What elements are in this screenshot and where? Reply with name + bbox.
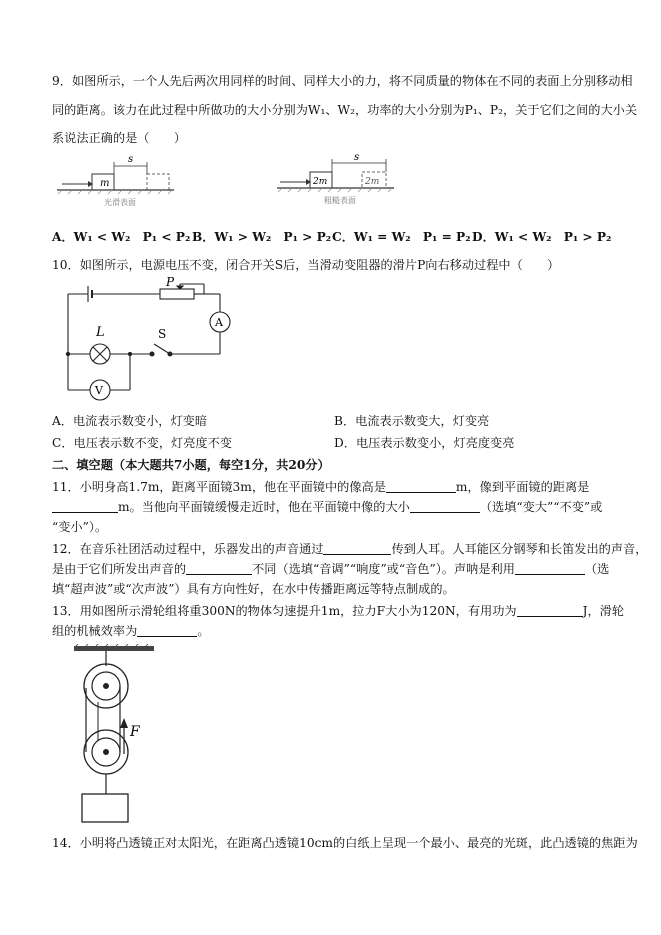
q9-caption-rough: 粗糙表面: [324, 196, 356, 205]
q13-blank-2[interactable]: [137, 623, 197, 637]
q12-text-d: 不同（选填“音调”“响度”或“音色”）。声呐是利用: [252, 562, 515, 576]
q9-block-m: m: [100, 178, 110, 189]
q9-option-a[interactable]: A．W₁ < W₂ P₁ < P₂: [52, 230, 191, 244]
q12-text-b: 传到人耳。人耳能区分钢琴和长笛发出的声音，: [391, 542, 648, 556]
q11-line2: [52, 498, 612, 516]
q12-blank-3[interactable]: [515, 561, 585, 575]
q9-option-d[interactable]: D．W₁ < W₂ P₁ > P₂: [472, 230, 612, 244]
q14-line1: 14．小明将凸透镜正对太阳光，在距离凸透镜10cm的白纸上呈现一个最小、最亮的光斑，此凸透镜的焦距为: [52, 836, 638, 850]
q12-blank-2[interactable]: [186, 561, 252, 575]
q9-block-2m-dashed: 2m: [365, 177, 380, 187]
switch-label: S: [158, 327, 167, 341]
q12-line2: [52, 560, 612, 578]
q13-text-d: 。: [197, 624, 210, 638]
ammeter-label: A: [215, 316, 223, 329]
section-title: 二、填空题（本大题共7小题，每空1分，共20分）: [52, 458, 330, 472]
q12-line1: [52, 540, 648, 558]
q12-text-e: （选: [584, 562, 610, 576]
q9-line1: 9．如图所示，一个人先后两次用同样的时间、同样大小的力，将不同质量的物体在不同的表面上分别移动相: [52, 74, 633, 88]
q9-figure: [52, 150, 612, 212]
q12-text-c: 是由于它们所发出声音的: [52, 562, 187, 576]
q9-figure-rough: [277, 152, 394, 205]
q13-text-c: 组的机械效率为: [52, 624, 138, 638]
q11-blank-2[interactable]: [52, 499, 118, 513]
q11-blank-3[interactable]: [410, 499, 480, 513]
q9-dist-left: s: [128, 154, 134, 165]
q9-caption-smooth: 光滑表面: [104, 198, 136, 207]
q10-option-d[interactable]: D．电压表示数变小，灯亮度变亮: [334, 436, 515, 450]
q11-text-a: 11．小明身高1.7m，距离平面镜3m，他在平面镜中的像高是: [52, 480, 386, 494]
q10-option-b[interactable]: B．电流表示数变大，灯变亮: [334, 414, 490, 428]
q10-circuit: [52, 276, 252, 406]
q10-option-c[interactable]: C．电压表示数不变，灯亮度不变: [52, 436, 232, 450]
voltmeter-label: V: [95, 384, 103, 397]
q11-text-d: （选填“变大”“不变”或: [479, 500, 603, 514]
q11-blank-1[interactable]: [386, 479, 456, 493]
q9-block-2m: 2m: [313, 177, 328, 187]
q12-text-f: 填“超声波”或“次声波”）具有方向性好，在水中传播距离远等特点制成的。: [52, 582, 455, 596]
q10-stem: 10．如图所示，电源电压不变，闭合开关S后，当滑动变阻器的滑片P向右移动过程中（ ）: [52, 258, 560, 272]
q12-blank-1[interactable]: [323, 541, 391, 555]
q10-option-a[interactable]: A．电流表示数变小，灯变暗: [52, 414, 208, 428]
q11-line1: [52, 478, 612, 496]
q12-text-a: 12．在音乐社团活动过程中，乐器发出的声音通过: [52, 542, 324, 556]
q13-line1: [52, 602, 625, 620]
q11-text-b: m，像到平面镜的距离是: [455, 480, 590, 494]
q9-line3: 系说法正确的是（ ）: [52, 131, 187, 145]
q9-line2: 同的距离。该力在此过程中所做功的大小分别为W₁、W₂，功率的大小分别为P₁、P₂，关于它们之间的大小关: [52, 103, 638, 117]
q13-text-a: 13．用如图所示滑轮组将重300N的物体匀速提升1m，拉力F大小为120N，有用功为: [52, 604, 517, 618]
q9-option-b[interactable]: B．W₁ > W₂ P₁ > P₂: [192, 230, 332, 244]
q11-text-c: m。当他向平面镜缓慢走近时，他在平面镜中像的大小: [118, 500, 410, 514]
rheostat-label: P: [166, 276, 175, 289]
q9-figure-smooth: [57, 154, 174, 207]
q9-dist-right: s: [354, 152, 360, 163]
force-label: F: [130, 724, 140, 740]
q9-option-c[interactable]: C．W₁ = W₂ P₁ = P₂: [332, 230, 471, 244]
q13-blank-1[interactable]: [517, 603, 583, 617]
lamp-label: L: [96, 325, 105, 340]
q13-text-b: J，滑轮: [582, 604, 625, 618]
q11-text-e: “变小”）。: [52, 520, 108, 534]
pulley-figure: [68, 644, 168, 824]
q13-line2: [52, 622, 612, 640]
